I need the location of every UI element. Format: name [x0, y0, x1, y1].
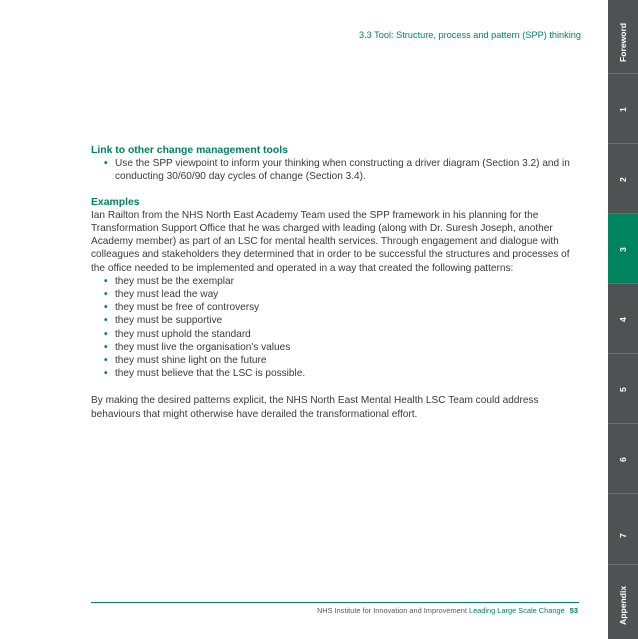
tab-label: 6 [618, 457, 628, 462]
link-section-heading: Link to other change management tools [91, 145, 288, 156]
pattern-list-item: • they must live the organisation's values [91, 341, 585, 354]
tab-section-4[interactable] [608, 284, 638, 354]
tab-section-2[interactable] [608, 144, 638, 214]
footer-divider [91, 602, 579, 603]
tab-label: 3 [618, 247, 628, 252]
tab-label: 1 [618, 107, 628, 112]
page-number: 53 [569, 606, 578, 615]
examples-heading: Examples [91, 196, 140, 208]
closing-paragraph: By making the desired patterns explicit, the NHS North East Mental Health LSC Team could address behaviours that might otherwise have derailed the transformational effort. [91, 395, 539, 420]
pattern-list-item: • they must uphold the standard [91, 328, 585, 341]
link-section-bullet: • Use the SPP viewpoint to inform your thinking when constructing a driver diagram (Section 3.2) and in conducting 30/60/90 day cycles of change (Section 3.4). [91, 157, 585, 183]
tab-foreword[interactable] [608, 0, 638, 74]
footer-publication-title: Leading Large Scale Change [468, 606, 565, 615]
tab-label: 7 [618, 533, 628, 538]
tab-label: Foreword [618, 22, 628, 62]
running-header: 3.3 Tool: Structure, process and pattern (SPP) thinking [359, 30, 581, 40]
tab-label: Appendix [618, 585, 628, 625]
examples-intro-paragraph: Ian Railton from the NHS North East Academy Team used the SPP framework in his planning for the Transformation Support Office that he was charged with leading (along with Dr. Suresh Joseph, another Academy member) as part of an LSC for mental health services. Through engagement and dialogue with colleagues and stakeholders they determined that in order to be successful the structures and processes of the office needed to be implemented and operated in a way that created the following patterns: [91, 209, 570, 274]
section-tab-strip [608, 0, 638, 639]
tab-label: 4 [618, 317, 628, 322]
tab-appendix[interactable] [608, 565, 638, 639]
tab-label: 2 [618, 177, 628, 182]
tab-section-1[interactable] [608, 74, 638, 144]
pattern-list-item: • they must be the exemplar [91, 275, 585, 288]
tab-section-3[interactable] [608, 214, 638, 284]
tab-section-7[interactable] [608, 494, 638, 565]
footer-organisation: NHS Institute for Innovation and Improvement [316, 606, 467, 615]
link-section-list [91, 157, 585, 183]
pattern-list-item: • they must be supportive [91, 314, 585, 327]
main-content [91, 144, 585, 421]
pattern-list-item: • they must be free of controversy [91, 301, 585, 314]
page-footer [0, 606, 578, 615]
patterns-list [91, 275, 585, 381]
pattern-list-item: • they must lead the way [91, 288, 585, 301]
pattern-list-item: • they must shine light on the future [91, 354, 585, 367]
tab-section-5[interactable] [608, 354, 638, 424]
pattern-list-item: • they must believe that the LSC is possible. [91, 367, 585, 380]
tab-section-6[interactable] [608, 424, 638, 494]
tab-label: 5 [618, 387, 628, 392]
